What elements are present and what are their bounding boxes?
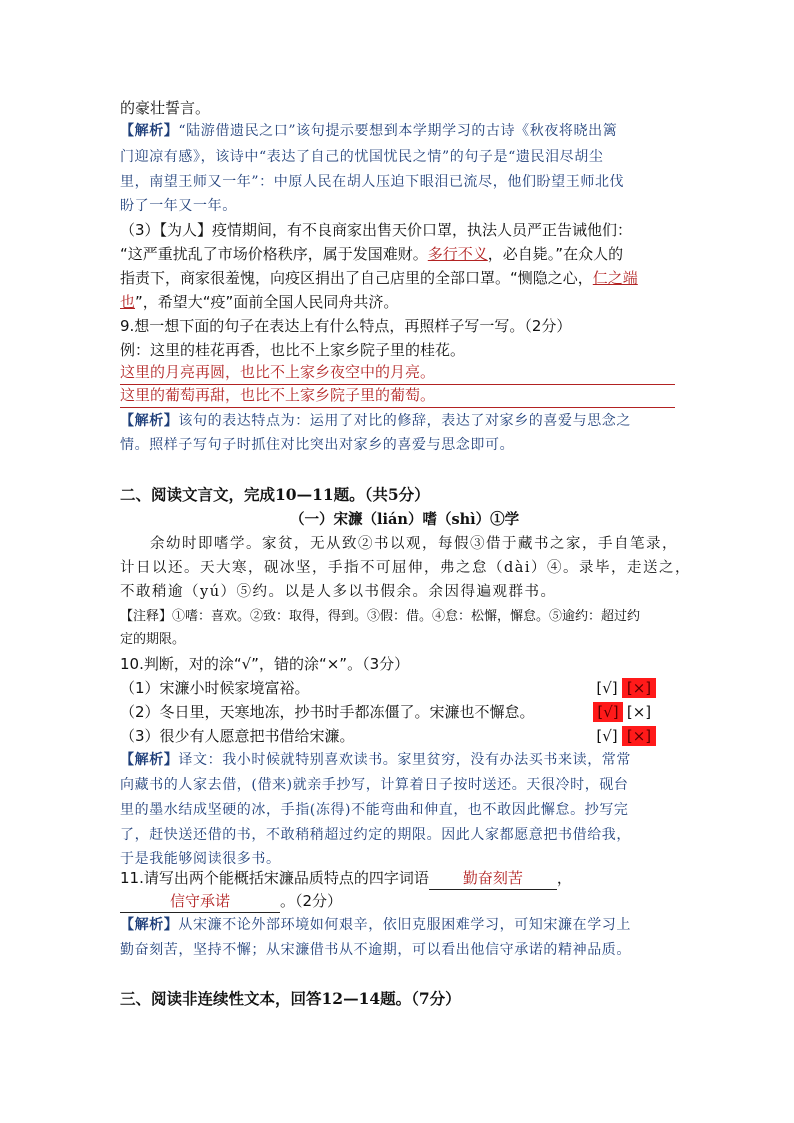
- analysis-paragraph: 【解析】从宋濂不论外部环境如何艰辛，依旧克服困难学习，可知宋濂在学习上: [120, 917, 632, 933]
- answer-line: 这里的葡萄再甜，也比不上家乡院子里的葡萄。: [120, 385, 675, 408]
- section-heading-3: 三、阅读非连续性文本，回答12—14题。（7分）: [120, 989, 461, 1008]
- analysis-line: 情。照样子写句子时抓住对比突出对家乡的喜爱与思念即可。: [120, 437, 515, 453]
- answer-line: 这里的月亮再圆，也比不上家乡夜空中的月亮。: [120, 362, 675, 385]
- analysis-paragraph: 【解析】译文：我小时候就特别喜欢读书。家里贫穷，没有办法买书来读，常常: [120, 752, 632, 768]
- passage-line: 计日以还。天大寒，砚冰坚，手指不可屈伸，弗之怠（dài）④。录毕，走送之，: [120, 560, 692, 576]
- question-11: 11.请写出两个能概括宋濂品质特点的四字词语 勤奋刻苦 ，: [120, 867, 680, 890]
- cross-option-filled[interactable]: [×]: [622, 726, 656, 746]
- passage-line: 余幼时即嗜学。家贫，无从致②书以观，每假③借于藏书之家，手自笔录，: [150, 536, 678, 552]
- answer-blank: 勤奋刻苦: [429, 867, 557, 890]
- passage-title: （一）宋濂（lián）嗜（shì）①学: [290, 511, 520, 528]
- answer-blank: 也: [120, 293, 136, 311]
- analysis-paragraph: 【解析】“陆游借遗民之口”该句提示要想到本学期学习的古诗《秋夜将晓出篱: [120, 123, 618, 139]
- question-10: 10.判断，对的涂“√”，错的涂“×”。（3分）: [120, 655, 410, 673]
- analysis-line: 了，赶快送还借的书，不敢稍稍超过约定的期限。因此人家都愿意把书借给我，: [120, 827, 631, 843]
- analysis-line: 门迎凉有感》，该诗中“表达了自己的忧国忧民之情”的句子是“遗民泪尽胡尘: [120, 149, 604, 165]
- annotation: 定的期限。: [120, 632, 186, 647]
- judge-item-2: （2）冬日里，天寒地冻，抄书时手都冻僵了。宋濂也不懈怠。: [120, 703, 535, 721]
- passage-line: 不敢稍逾（yú）⑤约。以是人多以书假余。余因得遍观群书。: [120, 584, 557, 600]
- check-option-filled[interactable]: [√]: [593, 702, 623, 722]
- question-3-text: 指责下，商家很羞愧，向疫区捐出了自己店里的全部口罩。“恻隐之心，仁之端: [120, 269, 638, 287]
- judge-item-3: （3）很少有人愿意把书借给宋濂。: [120, 727, 355, 745]
- analysis-line: 勤奋刻苦，坚持不懈；从宋濂借书从不逾期，可以看出他信守承诺的精神品质。: [120, 942, 631, 958]
- analysis-line: 里的墨水结成坚硬的冰，手指(冻得)不能弯曲和伸直，也不敢因此懈怠。抄写完: [120, 802, 629, 818]
- answer-blank: 多行不义: [427, 245, 488, 263]
- question-3-text: “这严重扰乱了市场价格秩序，属于发国难财。多行不义，必自毙。”在众人的: [120, 245, 624, 263]
- example-sentence: 例：这里的桂花再香，也比不上家乡院子里的桂花。: [120, 341, 466, 359]
- check-option[interactable]: [√]: [596, 727, 618, 745]
- section-heading-2: 二、阅读文言文，完成10—11题。（共5分）: [120, 485, 430, 504]
- text-line: 的豪壮誓言。: [120, 99, 211, 117]
- answer-blank: 仁之端: [592, 269, 638, 287]
- cross-option-filled[interactable]: [×]: [622, 678, 656, 698]
- judge-item-1: （1）宋濂小时候家境富裕。: [120, 679, 310, 697]
- answer-blank: 信守承诺: [120, 890, 280, 913]
- annotation: 【注释】①嗜：喜欢。②致：取得，得到。③假：借。④怠：松懈，懈怠。⑤逾约：超过约: [120, 609, 641, 624]
- question-3-text: 也”，希望大“疫”面前全国人民同舟共济。: [120, 293, 399, 311]
- analysis-tag: 【解析】: [120, 123, 179, 139]
- analysis-line: 盼了一年又一年。: [120, 198, 237, 214]
- analysis-line: 里，南望王师又一年”：中原人民在胡人压迫下眼泪已流尽，他们盼望王师北伐: [120, 174, 625, 190]
- question-11-cont: 信守承诺 。（2分）: [120, 890, 680, 913]
- analysis-line: 于是我能够阅读很多书。: [120, 851, 281, 867]
- question-9: 9.想一想下面的句子在表达上有什么特点，再照样子写一写。（2分）: [120, 317, 572, 335]
- question-3-text: （3）【为人】疫情期间，有不良商家出售天价口罩，执法人员严正告诫他们：: [120, 221, 633, 239]
- check-option[interactable]: [√]: [596, 679, 618, 697]
- cross-option[interactable]: [×]: [626, 703, 652, 721]
- analysis-paragraph: 【解析】该句的表达特点为：运用了对比的修辞，表达了对家乡的喜爱与思念之: [120, 413, 632, 429]
- analysis-line: 向藏书的人家去借，(借来)就亲手抄写，计算着日子按时送还。天很冷时，砚台: [120, 777, 629, 793]
